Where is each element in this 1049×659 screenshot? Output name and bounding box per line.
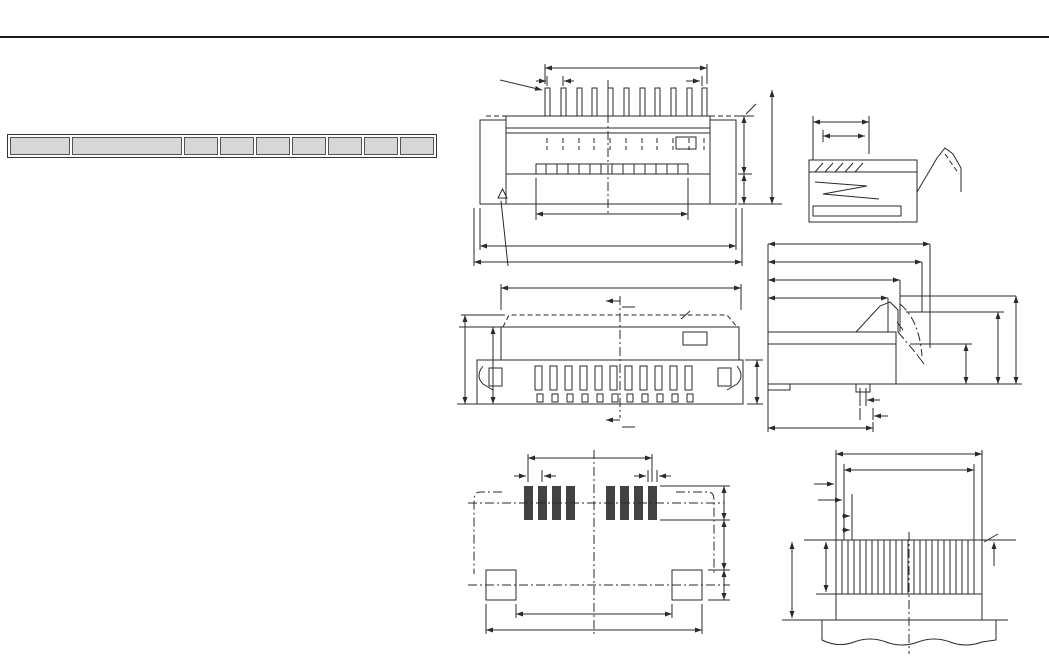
col-header-e xyxy=(328,137,362,155)
front-view-drawing xyxy=(450,38,795,278)
col-header-a xyxy=(184,137,218,155)
section-view-body xyxy=(809,148,961,222)
fpc-ffc-drawing xyxy=(758,424,1049,659)
back-view-dimensions xyxy=(457,284,763,427)
col-header-d xyxy=(292,137,326,155)
back-view-drawing xyxy=(443,270,775,430)
side-view-body xyxy=(768,302,924,392)
side-view-dimensions xyxy=(768,244,1022,432)
section-view-drawing xyxy=(795,42,1049,238)
dimension-table xyxy=(7,134,437,158)
col-header-c xyxy=(256,137,290,155)
col-header-poles xyxy=(10,137,70,155)
back-view-body xyxy=(477,296,743,418)
col-header-g xyxy=(400,137,434,155)
pcb-top-view-drawing xyxy=(428,424,762,640)
pcb-pads xyxy=(468,450,730,634)
col-header-model xyxy=(72,137,182,155)
col-header-f xyxy=(364,137,398,155)
front-view-body xyxy=(480,80,754,214)
side-view-drawing xyxy=(760,232,1049,432)
pcb-dimensions xyxy=(428,424,730,634)
table-header-row xyxy=(10,137,434,155)
col-header-b xyxy=(220,137,254,155)
fpc-body xyxy=(804,532,1016,654)
section-view-dimensions xyxy=(813,116,869,160)
